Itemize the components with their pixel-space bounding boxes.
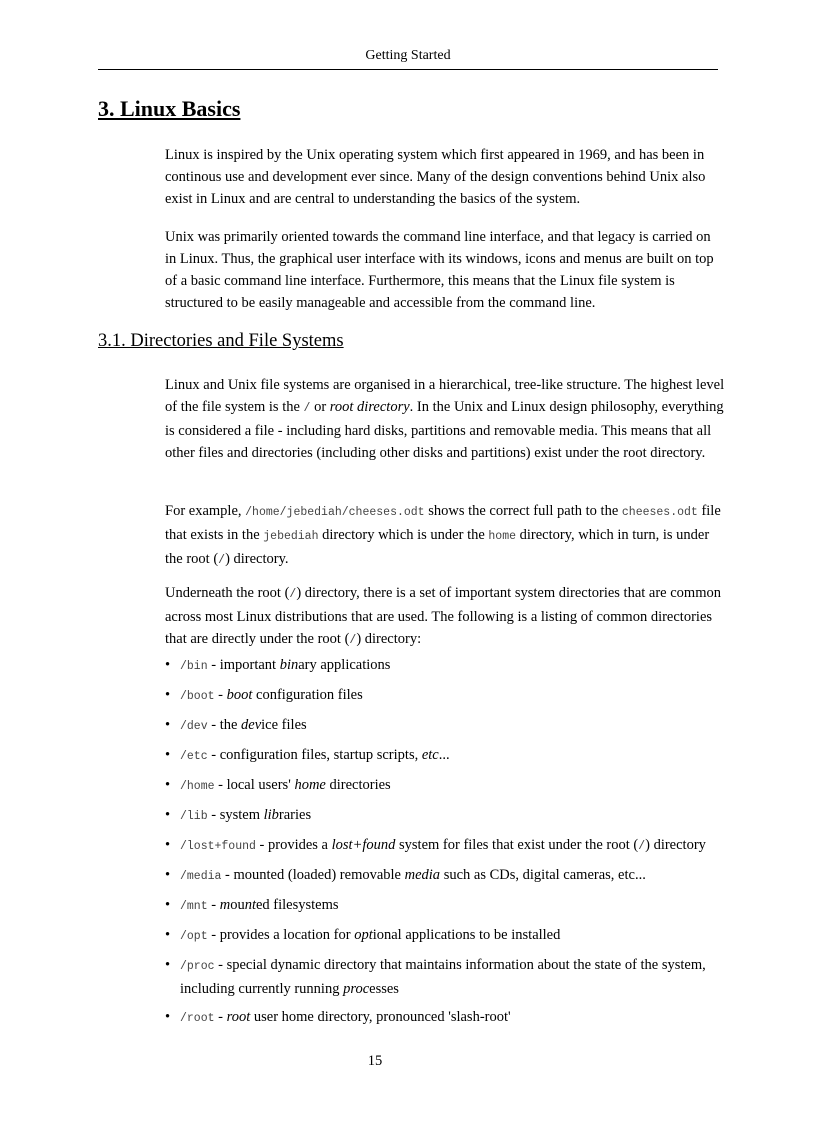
text: ) directory, there is a set of important system directories that are common across most Linux distributions that are used. The following is a listing of common directories that are directly under the root ( <box>165 585 721 647</box>
directory-list <box>165 654 725 1036</box>
emphasis: lost+found <box>331 837 396 853</box>
emphasis: root <box>226 1009 251 1025</box>
inline-code: / <box>303 402 311 415</box>
directory-list-item <box>165 684 725 708</box>
inline-code: / <box>349 634 357 647</box>
directory-list-item <box>165 864 725 888</box>
emphasis: m <box>219 897 231 913</box>
directory-list-item <box>165 1006 725 1030</box>
emphasis: root directory <box>329 399 410 415</box>
emphasis: etc <box>421 747 439 763</box>
text: ary applications <box>298 657 391 673</box>
text: - mounted (loaded) removable <box>221 867 405 883</box>
text: ice files <box>261 717 307 733</box>
inline-code: / <box>289 588 297 601</box>
emphasis: media <box>404 867 441 883</box>
text: directory, which in turn, is under the root ( <box>165 527 710 567</box>
text: esses <box>369 981 399 997</box>
text: raries <box>278 807 312 823</box>
directory-list-item <box>165 924 725 948</box>
text: user home directory, pronounced 'slash-root' <box>250 1009 511 1025</box>
text: ... <box>438 747 450 763</box>
text: Underneath the root ( <box>165 585 290 601</box>
inline-code: /proc <box>180 960 215 973</box>
inline-code: home <box>488 530 517 543</box>
text: ) directory <box>645 837 706 853</box>
directory-list-item <box>165 714 725 738</box>
chapter-title: 3. Linux Basics <box>98 96 241 121</box>
inline-code: /bin <box>180 660 208 673</box>
emphasis: bin <box>279 657 299 673</box>
section-paragraph <box>165 500 725 572</box>
inline-code: /media <box>180 870 222 883</box>
emphasis: dev <box>241 717 262 733</box>
page-number: 15 <box>367 1053 383 1069</box>
intro-paragraph <box>165 226 725 314</box>
text: directories <box>325 777 391 793</box>
directory-list-item <box>165 804 725 828</box>
text: directory which is under the <box>318 527 489 543</box>
text: configuration files <box>252 687 363 703</box>
text: - configuration files, startup scripts, <box>207 747 422 763</box>
section-paragraph <box>165 582 725 652</box>
inline-code: /opt <box>180 930 208 943</box>
directory-list-item <box>165 834 725 858</box>
inline-code: / <box>218 554 226 567</box>
text: - system <box>207 807 264 823</box>
directory-list-item <box>165 774 725 798</box>
text: ou <box>230 897 245 913</box>
intro-paragraph <box>165 144 725 210</box>
text: system for files that exist under the root ( <box>395 837 639 853</box>
inline-code: /home <box>180 780 215 793</box>
text: - local users' <box>214 777 295 793</box>
inline-code: cheeses.odt <box>621 506 698 519</box>
text: ) directory. <box>225 551 289 567</box>
inline-code: /root <box>180 1012 215 1025</box>
directory-list-item <box>165 744 725 768</box>
text: - important <box>207 657 280 673</box>
text: Linux and Unix file systems are organised in a hierarchical, tree-like structure. The highest level of the file system is the <box>165 377 725 415</box>
emphasis: opt <box>354 927 373 943</box>
emphasis: boot <box>226 687 253 703</box>
text: or <box>310 399 330 415</box>
header-divider <box>98 69 718 70</box>
directory-list-item <box>165 654 725 678</box>
inline-code: /lib <box>180 810 208 823</box>
text: file that exists in the <box>165 503 721 543</box>
text: Linux is inspired by the Unix operating system which first appeared in 1969, and has been in continous use and development ever since. Many of the design conventions behind Unix also exist in Linux and are central to understanding the basics of the system. <box>165 147 706 207</box>
text: - <box>214 1009 227 1025</box>
text: such as CDs, digital cameras, etc... <box>440 867 646 883</box>
text: - special dynamic directory that maintains information about the state of the system, including currently running <box>180 957 706 997</box>
text: - the <box>207 717 242 733</box>
emphasis: lib <box>263 807 279 823</box>
text: For example, <box>165 503 246 519</box>
text: shows the correct full path to the <box>424 503 622 519</box>
section-paragraph <box>165 374 725 464</box>
text: - provides a <box>255 837 332 853</box>
text: ) directory: <box>356 631 422 647</box>
inline-code: /lost+found <box>180 840 256 853</box>
inline-code: /home/jebediah/cheeses.odt <box>245 506 425 519</box>
text: - <box>207 897 220 913</box>
emphasis: proc <box>343 981 370 997</box>
directory-list-item <box>165 894 725 918</box>
section-title: 3.1. Directories and File Systems <box>98 331 344 351</box>
emphasis: home <box>294 777 326 793</box>
inline-code: /etc <box>180 750 208 763</box>
inline-code: jebediah <box>263 530 319 543</box>
text: - <box>214 687 227 703</box>
directory-list-item <box>165 954 725 1000</box>
inline-code: /boot <box>180 690 215 703</box>
text: ed filesystems <box>255 897 339 913</box>
text: Unix was primarily oriented towards the command line interface, and that legacy is carried on in Linux. Thus, the graphical user interface with its windows, icons and menus are built on top of a basic command line interface. Furthermore, this means that the Linux file system is structured to be easily manageable and accessible from the command line. <box>165 229 714 311</box>
inline-code: / <box>638 840 646 853</box>
emphasis: nt <box>244 897 256 913</box>
text: ional applications to be installed <box>372 927 561 943</box>
inline-code: /dev <box>180 720 208 733</box>
running-header: Getting Started <box>365 48 451 63</box>
text: . In the Unix and Linux design philosophy, everything is considered a file - including hard disks, partitions and removable media. This means that all other files and directories (including other disks and partitions) exist under the root directory. <box>165 399 724 461</box>
inline-code: /mnt <box>180 900 208 913</box>
text: - provides a location for <box>207 927 355 943</box>
